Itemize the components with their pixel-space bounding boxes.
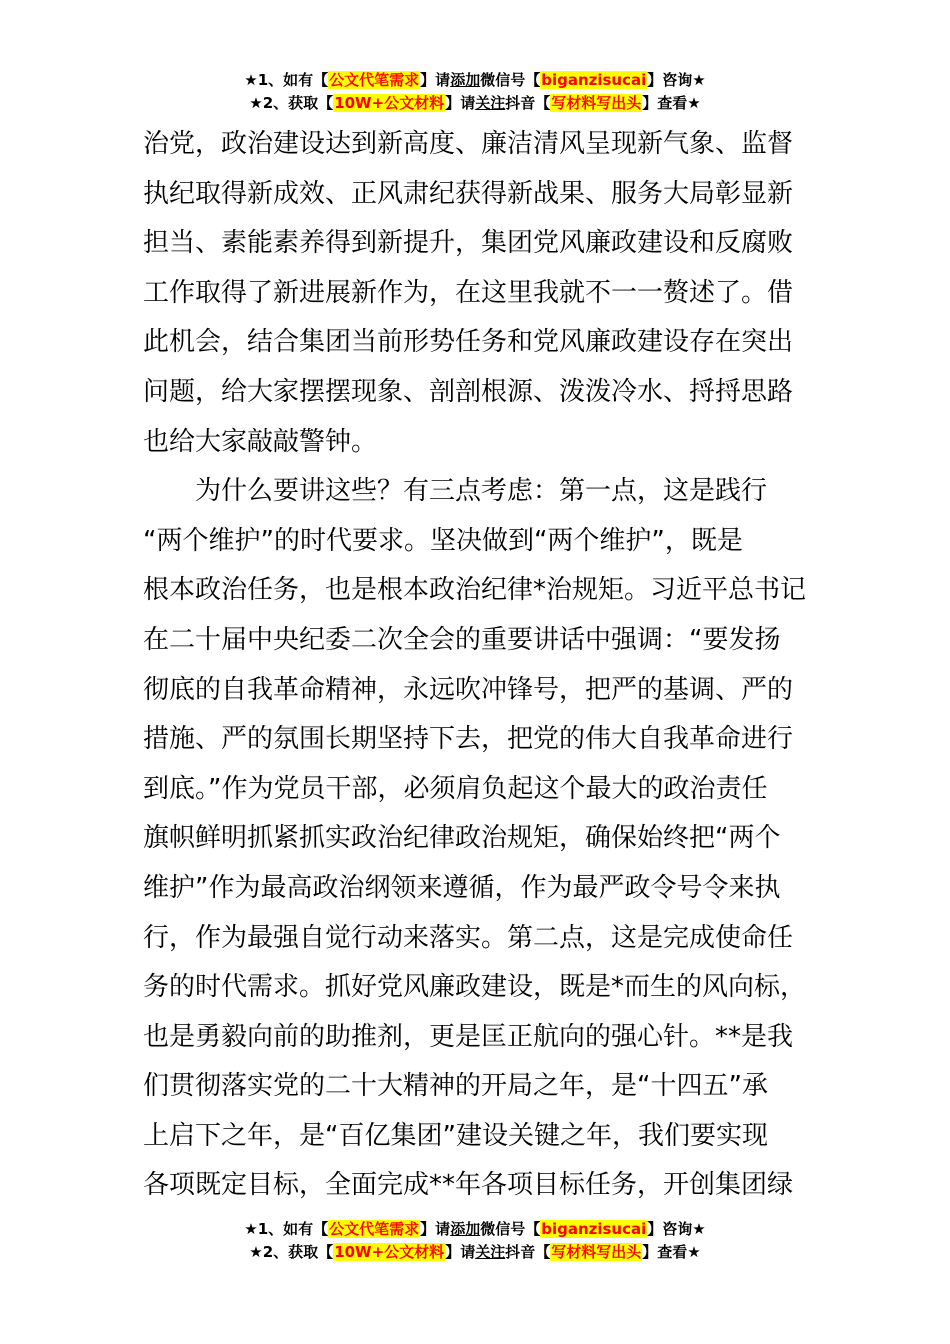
body-line: 措施、严的氛围长期坚持下去，把党的伟大自我革命进行 — [143, 724, 794, 755]
body-line: 维护”作为最高政治纲领来遵循，作为最严政令号令来执 — [143, 872, 781, 903]
body-line: 担当、素能素养得到新提升，集团党风廉政建设和反腐败 — [143, 228, 794, 259]
banner-line-1 — [0, 1218, 950, 1241]
banner-line-2 — [0, 92, 950, 115]
banner-text: 微信号【 — [480, 1220, 541, 1238]
body-line: 彻底的自我革命精神，永远吹冲锋号，把严的基调、严的 — [143, 674, 794, 705]
banner-text: 】请 — [420, 71, 451, 89]
banner-underline: 添加 — [450, 1220, 481, 1238]
banner-text: 】查看★ — [642, 94, 701, 112]
banner-text: 】请 — [420, 1220, 451, 1238]
paragraph-start-line: 为什么要讲这些？有三点考虑：第一点，这是践行 — [195, 476, 768, 507]
banner-text: ★1、如有【 — [244, 1220, 329, 1238]
body-line: 务的时代需求。抓好党风廉政建设，既是*而生的风向标， — [143, 972, 807, 1003]
banner-underline: 关注 — [475, 94, 506, 112]
banner-line-2 — [0, 1241, 950, 1264]
body-line: 上启下之年，是“百亿集团”建设关键之年，我们要实现 — [143, 1120, 768, 1151]
banner-text: ★2、获取【 — [249, 1243, 334, 1261]
banner-text: 】咨询★ — [647, 1220, 706, 1238]
banner-underline: 关注 — [475, 1243, 506, 1261]
body-line: 行，作为最强自觉行动来落实。第二点，这是完成使命任 — [143, 922, 794, 953]
body-line: 们贯彻落实党的二十大精神的开局之年，是“十四五”承 — [143, 1071, 768, 1102]
banner-line-1 — [0, 69, 950, 92]
header-banner — [0, 69, 950, 115]
body-line: 执纪取得新成效、正风肃纪获得新战果、服务大局彰显新 — [143, 178, 794, 209]
banner-highlight: 公文代笔需求 — [329, 1220, 420, 1238]
body-line: 根本政治任务，也是根本政治纪律*治规矩。习近平总书记 — [143, 575, 807, 606]
banner-highlight: 10W+公文材料 — [334, 94, 445, 112]
banner-highlight: 写材料写出头 — [551, 1243, 642, 1261]
banner-text: 微信号【 — [480, 71, 541, 89]
banner-text: ★1、如有【 — [244, 71, 329, 89]
banner-text: ★2、获取【 — [249, 94, 334, 112]
banner-highlight: biganzisucai — [541, 71, 647, 89]
document-body — [143, 120, 811, 1211]
banner-highlight: 公文代笔需求 — [329, 71, 420, 89]
body-line: 此机会，结合集团当前形势任务和党风廉政建设存在突出 — [143, 327, 794, 358]
body-line: 在二十届中央纪委二次全会的重要讲话中强调：“要发扬 — [143, 624, 781, 655]
body-line: 工作取得了新进展新作为，在这里我就不一一赘述了。借 — [143, 277, 794, 308]
body-line: 治党，政治建设达到新高度、廉洁清风呈现新气象、监督 — [143, 129, 794, 159]
body-line: 也给大家敲敲警钟。 — [143, 426, 378, 457]
body-line: 旗帜鲜明抓紧抓实政治纪律政治规矩，确保始终把“两个 — [143, 823, 781, 854]
body-line: 到底。”作为党员干部，必须肩负起这个最大的政治责任 — [143, 773, 768, 804]
body-line: “两个维护”的时代要求。坚决做到“两个维护”，既是 — [143, 525, 743, 556]
banner-text: 】请 — [445, 1243, 476, 1261]
banner-text: 】咨询★ — [647, 71, 706, 89]
banner-underline: 添加 — [450, 71, 481, 89]
banner-text: 抖音【 — [505, 94, 551, 112]
body-line: 各项既定目标，全面完成**年各项目标任务，开创集团绿 — [143, 1170, 794, 1201]
body-line: 也是勇毅向前的助推剂，更是匡正航向的强心针。**是我 — [143, 1021, 794, 1052]
banner-text: 】查看★ — [642, 1243, 701, 1261]
body-line: 问题，给大家摆摆现象、剖剖根源、泼泼冷水、捋捋思路 — [143, 376, 794, 407]
footer-banner — [0, 1218, 950, 1264]
banner-highlight: biganzisucai — [541, 1220, 647, 1238]
banner-text: 】请 — [445, 94, 476, 112]
banner-highlight: 10W+公文材料 — [334, 1243, 445, 1261]
banner-text: 抖音【 — [505, 1243, 551, 1261]
banner-highlight: 写材料写出头 — [551, 94, 642, 112]
